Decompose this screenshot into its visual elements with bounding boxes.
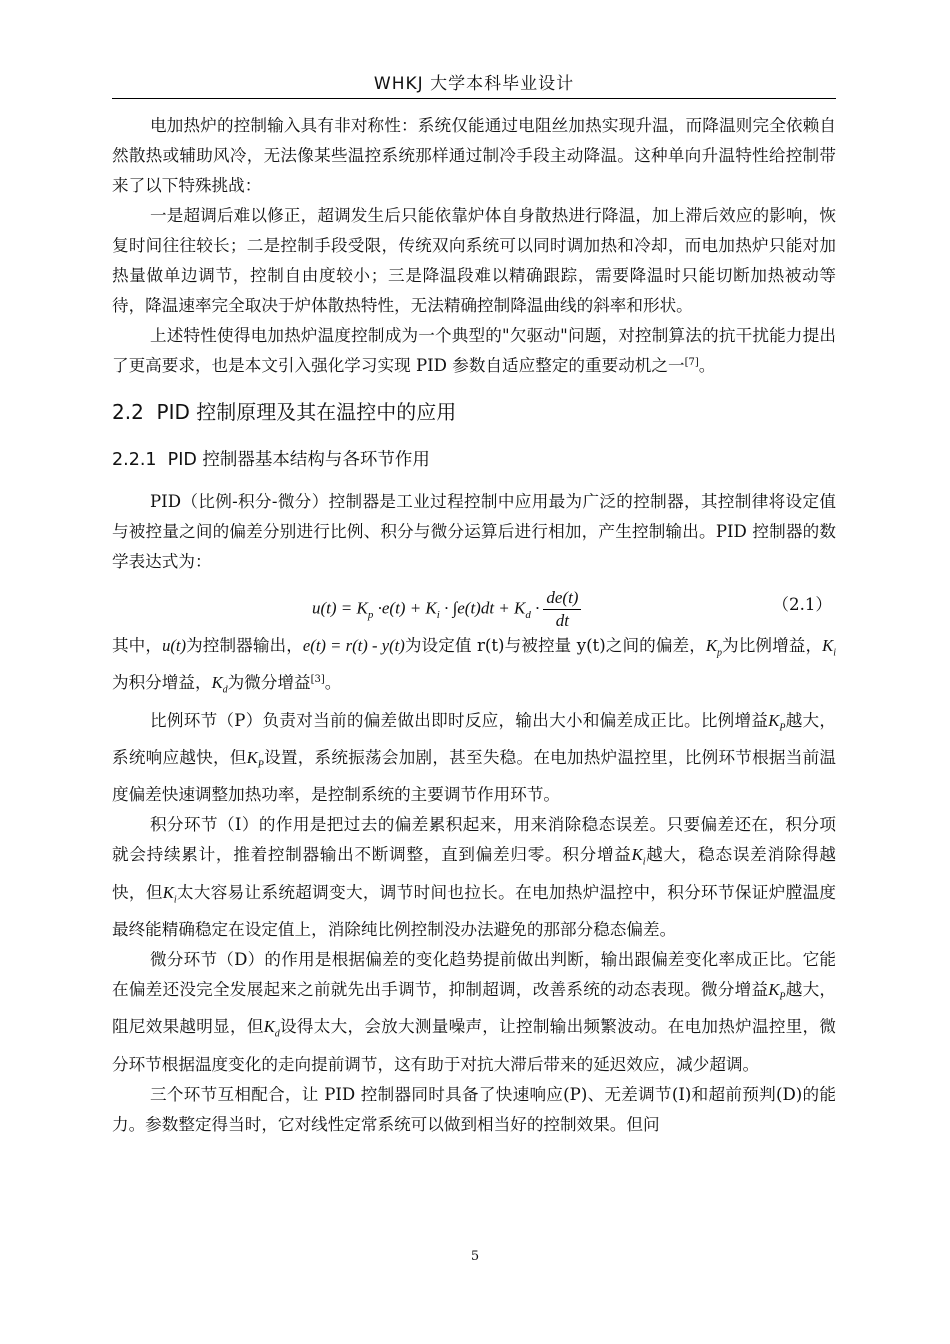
derivative-k2: $K_d$	[263, 1017, 280, 1040]
where-s5: 为积分增益，	[112, 673, 212, 693]
paragraph-where	[112, 631, 836, 706]
prop-c: 设置，系统振荡会加剧，甚至失稳。在电加热炉温控里，比例环节根据当前温度偏差快速调整加热功率，是控制系统的主要调节作用环节。	[112, 747, 837, 805]
integral-b: 越大，稳态误差消除得越快，但	[112, 845, 837, 902]
section-number: 2.2	[112, 400, 144, 424]
paragraph-integral	[112, 810, 836, 945]
document-body	[112, 111, 836, 1140]
eq-kd-sub: d	[525, 608, 531, 621]
where-kd: $K_d$	[211, 673, 228, 696]
eq-ki-sub: i	[436, 608, 440, 621]
where-s4: 为比例增益，	[721, 636, 823, 655]
paragraph-underactuated	[112, 321, 836, 381]
equation-2-1	[112, 581, 836, 629]
where-u: u(t)	[162, 636, 187, 655]
where-s1: 其中，	[112, 636, 163, 655]
equation-number: （2.1）	[772, 595, 832, 614]
section-title: PID 控制原理及其在温控中的应用	[156, 400, 457, 424]
where-ki: $K_i$	[822, 636, 837, 659]
eq-kp-sub: p	[367, 608, 374, 621]
paragraph-challenges: 一是超调后难以修正，超调发生后只能依靠炉体自身散热进行降温，加上滞后效应的影响，恢复时间往往较长；二是控制手段受限，传统双向系统可以同时调加热和冷却，而电加热炉只能对加热量做单边调节，控制自由度较小；三是降温段难以精确跟踪，需要降温时只能切断加热被动等待，降温速率完全取决于炉体散热特性，无法精确控制降温曲线的斜率和形状。	[112, 206, 836, 315]
integral-k1: $K_i$	[631, 845, 646, 868]
paragraph-pid-intro: PID（比例-积分-微分）控制器是工业过程控制中应用最为广泛的控制器，其控制律将设定值与被控量之间的偏差分别进行比例、积分与微分运算后进行相加，产生控制输出。PID 控制器的数学表达式为：	[112, 492, 836, 571]
underactuated-end: 。	[698, 356, 716, 375]
integral-a: 积分环节（I）的作用是把过去的偏差累积起来，用来消除稳态误差。只要偏差还在，积分项就会持续累计，推着控制器输出不断调整，直到偏差归零。积分增益	[112, 815, 836, 865]
eq-term3: ·	[530, 598, 540, 618]
page-number: 5	[470, 1249, 480, 1264]
page-header	[112, 62, 836, 99]
subsection-title: PID 控制器基本结构与各环节作用	[167, 450, 430, 470]
header-title: WHKJ 大学本科毕业设计	[373, 74, 575, 94]
paragraph-proportional	[112, 706, 836, 811]
where-s6: 为微分增益	[227, 673, 311, 693]
section-heading	[112, 397, 836, 427]
pid-equation	[312, 587, 581, 632]
paragraph-combined: 三个环节互相配合，让 PID 控制器同时具备了快速响应(P)、无差调节(I)和超前预判(D)的能力。参数整定得当时，它对线性定常系统可以做到相当好的控制效果。但问	[112, 1084, 836, 1134]
prop-a: 比例环节（P）负责对当前的偏差做出即时反应，输出大小和偏差成正比。比例增益	[150, 710, 769, 730]
citation-3: [3]	[310, 674, 325, 686]
eq-numerator: de(t)	[543, 587, 581, 610]
prop-b: 越大，系统响应越快，但	[112, 710, 837, 767]
subsection-heading	[112, 445, 836, 475]
eq-fraction	[543, 587, 581, 632]
eq-term2: · ∫e(t)dt + K	[439, 598, 526, 618]
paragraph-asymmetry: 电加热炉的控制输入具有非对称性：系统仅能通过电阻丝加热实现升温，而降温则完全依赖自然散热或辅助风冷，无法像某些温控系统那样通过制冷手段主动降温。这种单向升温特性给控制带来了以下特殊挑战：	[112, 116, 836, 195]
prop-k2: $K_P$	[246, 747, 264, 771]
derivative-c: 设得太大，会放大测量噪声，让控制输出频繁波动。在电加热炉温控里，微分环节根据温度变化的走向提前调节，这有助于对抗大滞后带来的延迟效应，减少超调。	[112, 1017, 837, 1074]
eq-lhs: u(t) = K	[312, 598, 368, 618]
paragraph-derivative	[112, 945, 836, 1080]
subsection-number: 2.2.1	[112, 450, 157, 470]
underactuated-text: 上述特性使得电加热炉温度控制成为一个典型的"欠驱动"问题，对控制算法的抗干扰能力提出了更高要求，也是本文引入强化学习实现 PID 参数自适应整定的重要动机之一	[112, 326, 836, 375]
derivative-b: 越大，阻尼效果越明显，但	[112, 979, 837, 1037]
where-e: e(t) = r(t) - y(t)	[302, 636, 405, 655]
eq-denominator: dt	[555, 611, 570, 630]
where-s2: 为控制器输出，	[186, 636, 303, 655]
integral-c: 太大容易让系统超调变大，调节时间也拉长。在电加热炉温控中，积分环节保证炉膛温度最终能精确稳定在设定值上，消除纯比例控制没办法避免的那部分稳态偏差。	[112, 882, 837, 939]
where-kp: $K_p$	[705, 636, 722, 659]
prop-k1: $K_P$	[768, 710, 786, 733]
derivative-a: 微分环节（D）的作用是根据偏差的变化趋势提前做出判断，输出跟偏差变化率成正比。它能在偏差还没完全发展起来之前就先出手调节，抑制超调，改善系统的动态表现。微分增益	[112, 949, 836, 999]
where-s7: 。	[324, 673, 342, 693]
eq-term1: ·e(t) + K	[373, 598, 437, 618]
derivative-k1: $K_P$	[768, 979, 786, 1003]
where-s3: 为设定值 r(t)与被控量 y(t)之间的偏差，	[404, 636, 706, 655]
integral-k2: $K_i$	[162, 882, 177, 905]
citation-7: [7]	[684, 357, 699, 368]
